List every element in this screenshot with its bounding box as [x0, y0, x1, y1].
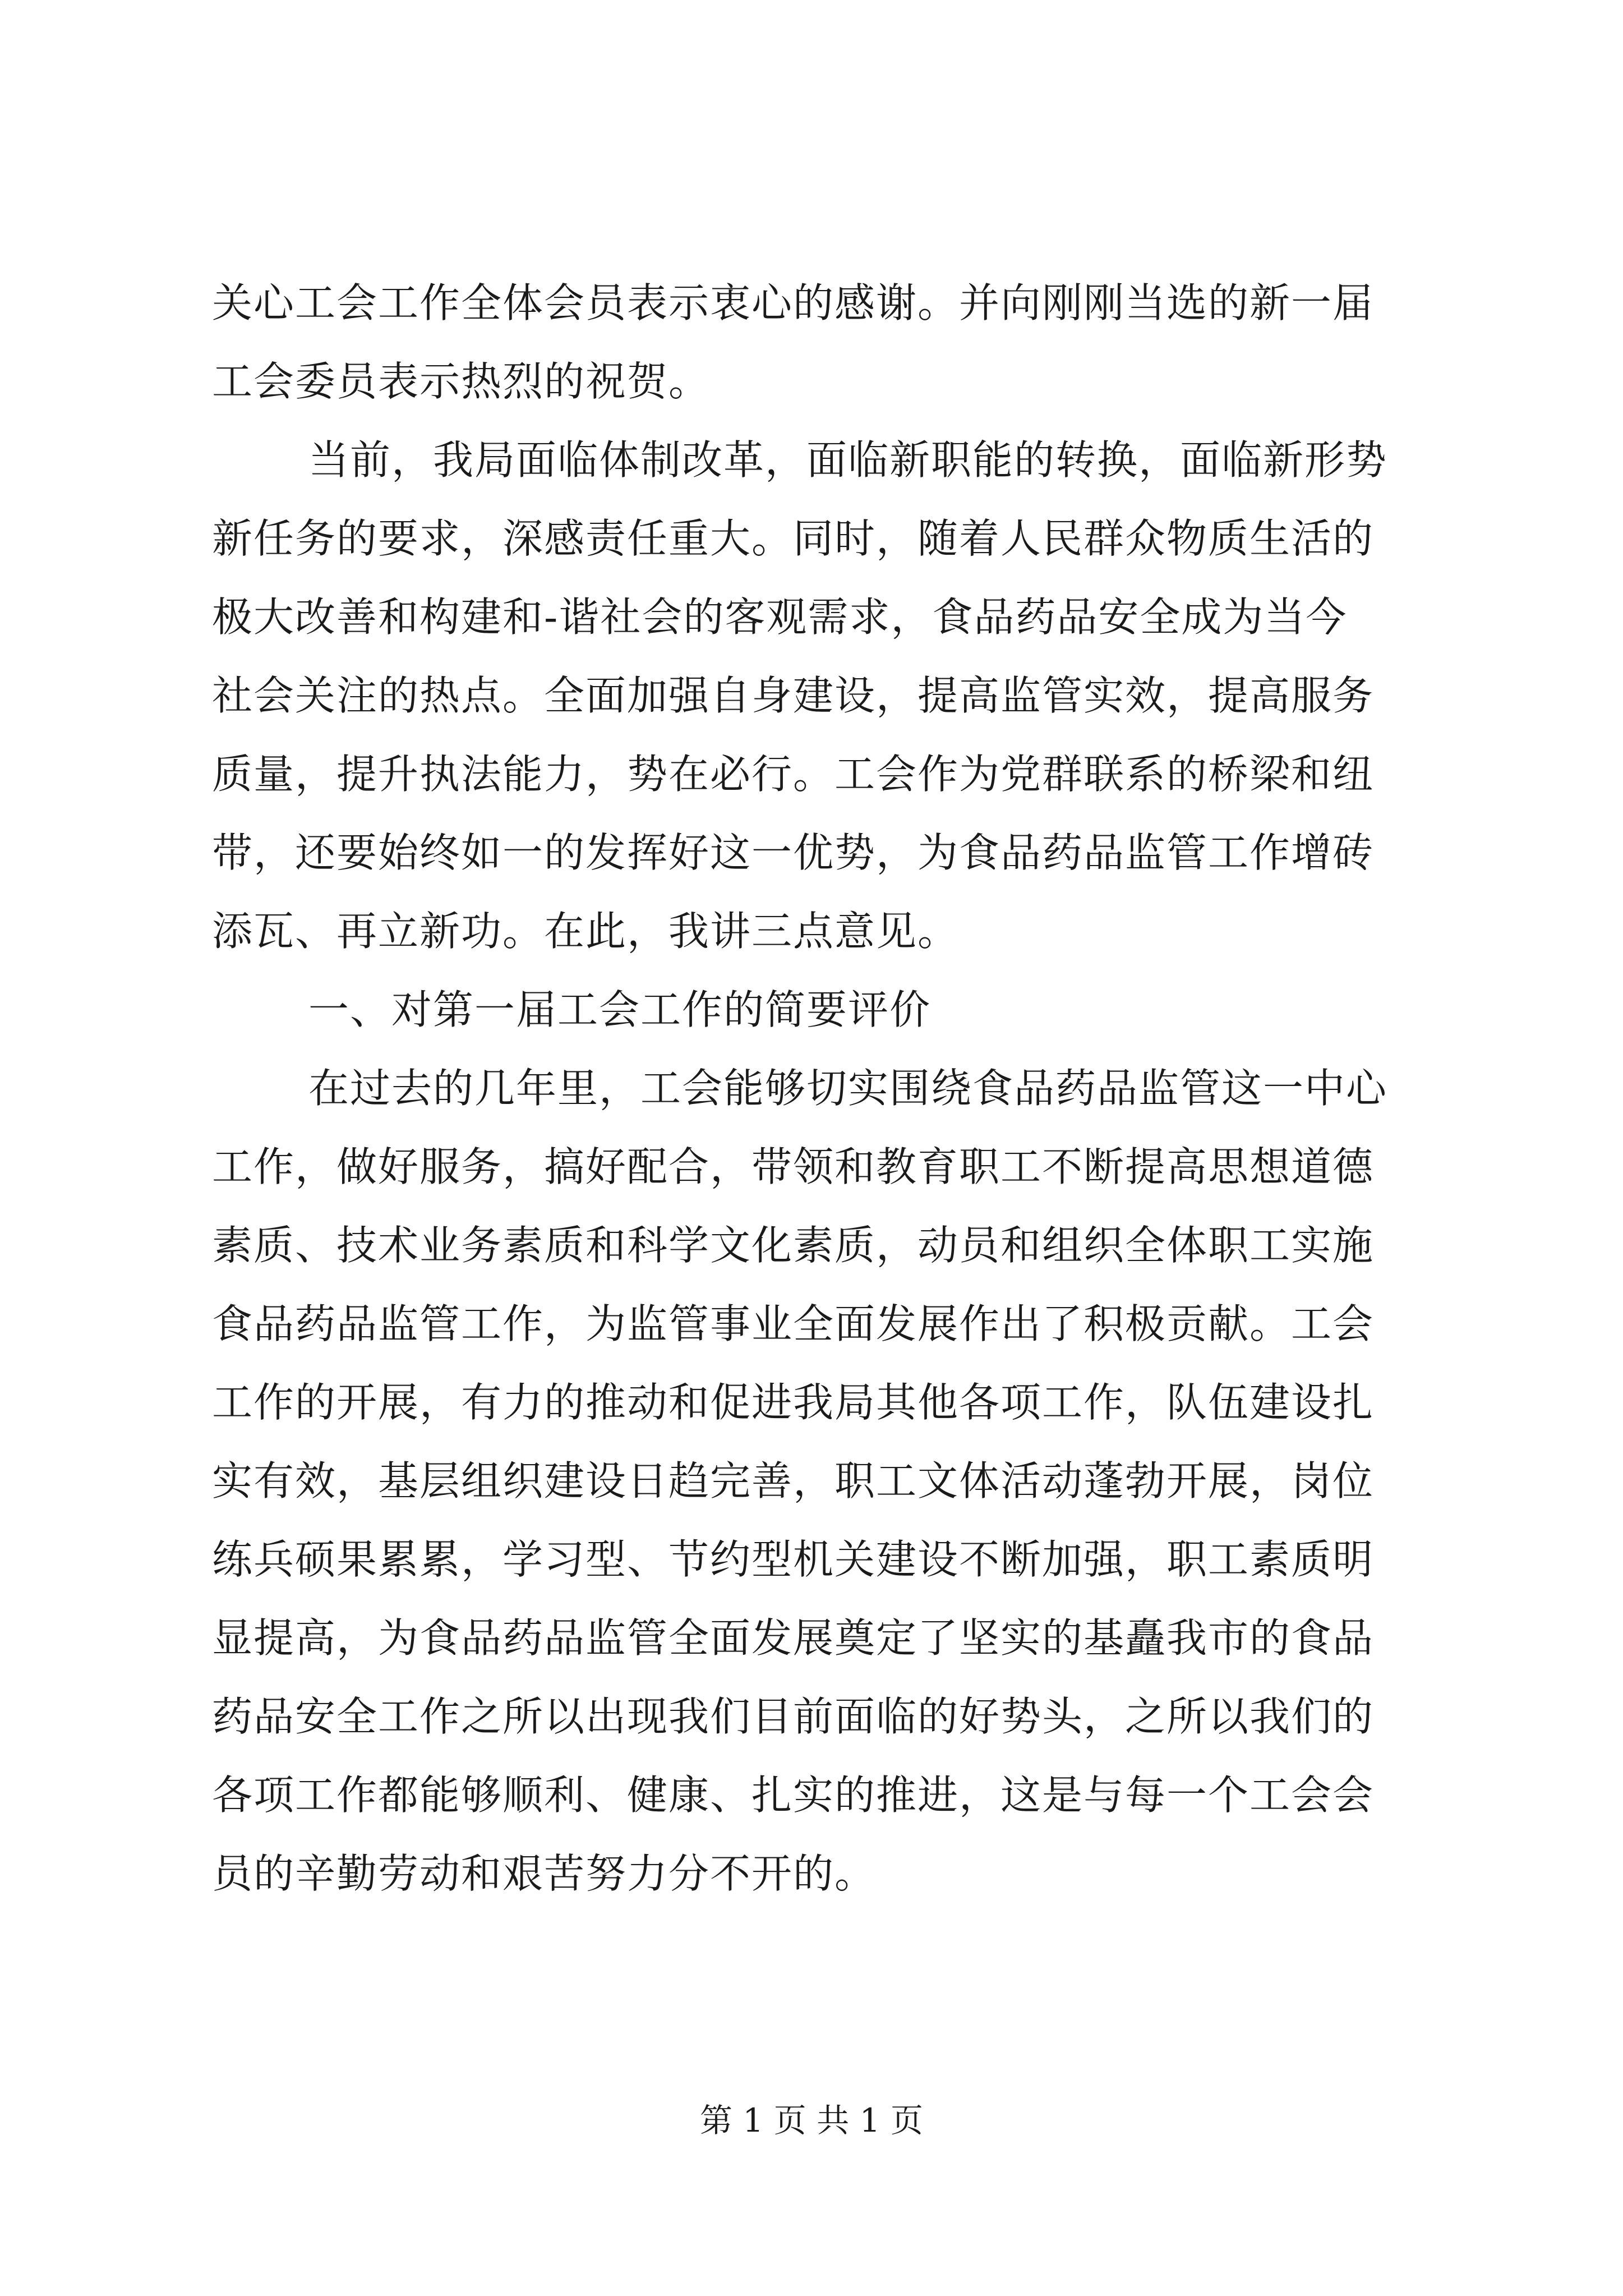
section-heading: 一、对第一届工会工作的简要评价 — [308, 986, 932, 1033]
text-line-3: 当前，我局面临体制改革，面临新职能的转换，面临新形势 — [308, 436, 1388, 484]
text-line-17: 练兵硕果累累，学习型、节约型机关建设不断加强，职工素质明 — [212, 1536, 1375, 1583]
text-line-14: 食品药品监管工作，为监管事业全面发展作出了积极贡献。工会 — [212, 1300, 1375, 1347]
text-line-20: 各项工作都能够顺利、健康、扎实的推进，这是与每一个工会会 — [212, 1772, 1375, 1819]
text-line-12: 工作，做好服务，搞好配合，带领和教育职工不断提高思想道德 — [212, 1143, 1375, 1190]
text-line-16: 实有效，基层组织建设日趋完善，职工文体活动蓬勃开展，岗位 — [212, 1457, 1375, 1504]
text-line-18: 显提高，为食品药品监管全面发展奠定了坚实的基矗我市的食品 — [212, 1614, 1375, 1662]
text-line-8: 带，还要始终如一的发挥好这一优势，为食品药品监管工作增砖 — [212, 829, 1375, 876]
text-line-1: 关心工会工作全体会员表示衷心的感谢。并向刚刚当选的新一届 — [212, 279, 1375, 326]
text-line-5: 极大改善和构建和-谐社会的客观需求，食品药品安全成为当今 — [212, 593, 1348, 641]
text-line-9: 添瓦、再立新功。在此，我讲三点意见。 — [212, 908, 960, 955]
text-line-21: 员的辛勤劳动和艰苦努力分不开的。 — [212, 1850, 877, 1897]
text-line-19: 药品安全工作之所以出现我们目前面临的好势头，之所以我们的 — [212, 1693, 1375, 1740]
text-line-6: 社会关注的热点。全面加强自身建设，提高监管实效，提高服务 — [212, 672, 1375, 719]
text-line-7: 质量，提升执法能力，势在必行。工会作为党群联系的桥梁和纽 — [212, 751, 1375, 798]
text-line-13: 素质、技术业务素质和科学文化素质，动员和组织全体职工实施 — [212, 1222, 1375, 1269]
document-body — [212, 264, 1412, 1913]
text-line-11: 在过去的几年里，工会能够切实围绕食品药品监管这一中心 — [308, 1065, 1388, 1112]
page-footer: 第 1 页 共 1 页 — [700, 2101, 923, 2139]
text-line-2: 工会委员表示热烈的祝贺。 — [212, 358, 711, 405]
text-line-15: 工作的开展，有力的推动和促进我局其他各项工作，队伍建设扎 — [212, 1379, 1375, 1426]
text-line-4: 新任务的要求，深感责任重大。同时，随着人民群众物质生活的 — [212, 515, 1375, 562]
